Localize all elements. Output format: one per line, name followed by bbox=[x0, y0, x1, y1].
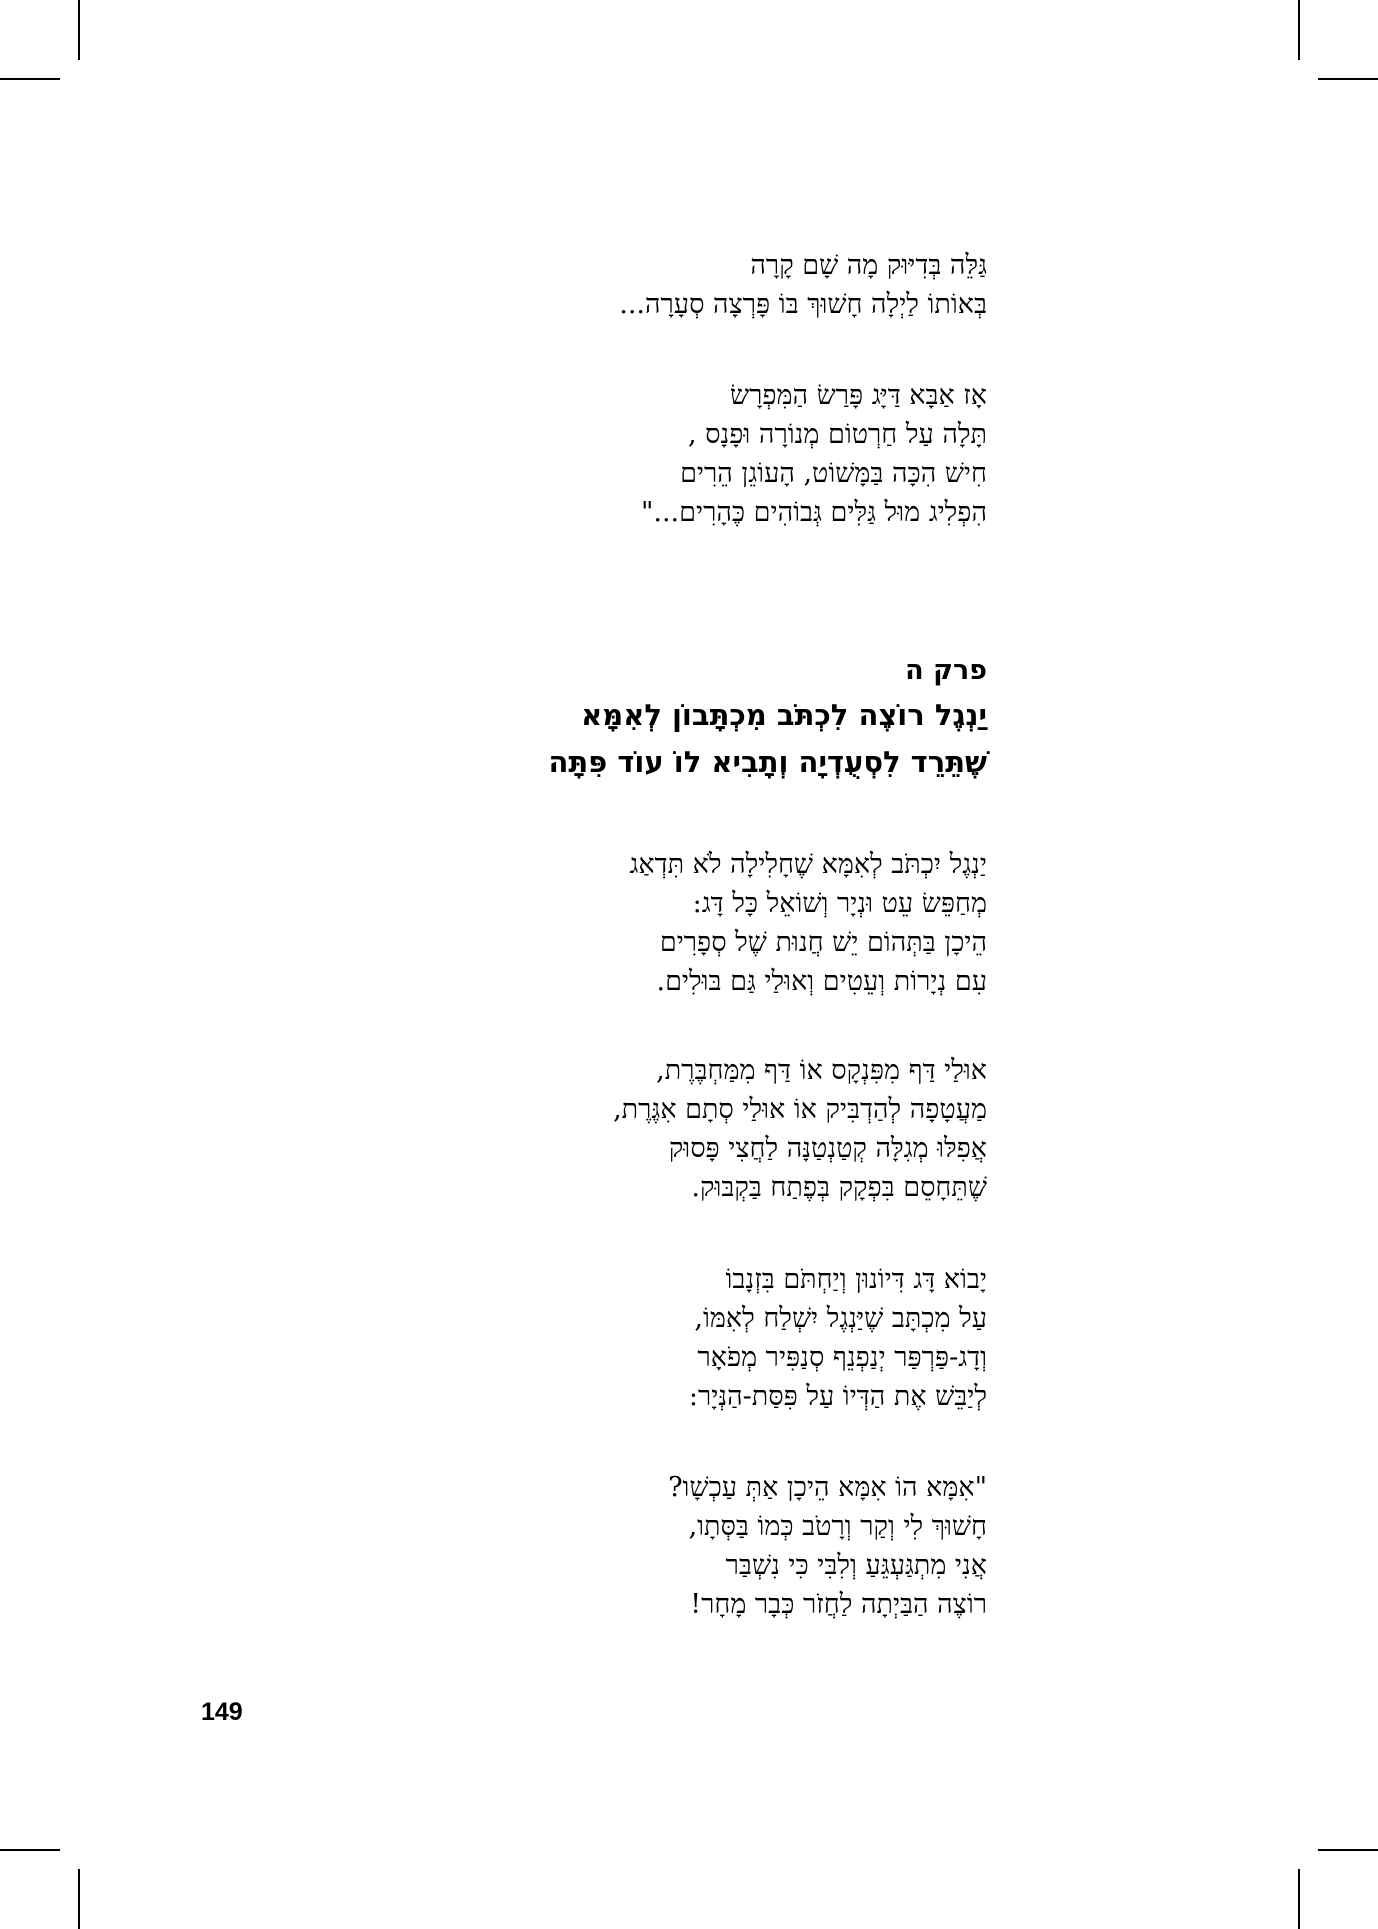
poem-line: הֵיכָן בַּתְּהוֹם יֵשׁ חֲנוּת שֶׁל סְפָרִים bbox=[659, 927, 987, 958]
poem-line: לְיַבֵּשׁ אֶת הַדְּיוֹ עַל פִּסַּת-הַנְּיָר: bbox=[688, 1381, 987, 1412]
poem-line: רוֹצֶה הַבַּיְתָה לַחֲזֹר כְּבָר מָחָר! bbox=[690, 1589, 987, 1620]
chapter-title-line: שֶׁתֵּרֵד לִסְעֻדְיָה וְתָבִיא לוֹ עוֹד פִּתָּה bbox=[548, 745, 987, 779]
poem-line: גַּלֵּה בְּדִיּוּק מָה שָׁם קָרָה bbox=[750, 250, 987, 281]
poem-line: חִישׁ הִכָּה בַּמָּשׁוֹט, הָעוֹגֵן הֵרִים bbox=[680, 458, 987, 489]
poem-line: בְּאוֹתוֹ לַיְלָה חָשׁוּךְ בּוֹ פָּרְצָה סְעָרָה... bbox=[619, 289, 987, 320]
chapter-heading bbox=[187, 650, 987, 786]
poem-line: וְדָג-פַּרְפַּר יְנַפְנֵף סְנַפִּיר מְפֹאָר bbox=[697, 1342, 987, 1373]
poem-line: מְחַפֵּשׂ עֵט וּנְיָר וְשׁוֹאֵל כָּל דָּג: bbox=[692, 888, 987, 919]
poem-line: אָז אַבָּא דַּיָּג פָּרַשׂ הַמִּפְרָשׂ bbox=[729, 380, 987, 411]
crop-mark-top-left-horizontal bbox=[0, 78, 60, 80]
crop-mark-top-right-vertical bbox=[1298, 0, 1300, 60]
stanza-1 bbox=[187, 246, 987, 324]
crop-mark-top-left-vertical bbox=[78, 0, 80, 60]
chapter-title-line: יַנְגֶל רוֹצֶה לִכְתֹּב מִכְתָּבוֹן לְאִמָּא bbox=[581, 698, 987, 732]
poem-line: יָבוֹא דָּג דִּיוֹנוּן וְיַחְתֹּם בִּזְנָבוֹ bbox=[725, 1264, 987, 1295]
poem-line: אֲנִי מִתְגַּעְגֵּעַ וְלִבִּי כִּי נִשְׁבַּר bbox=[725, 1550, 987, 1581]
crop-mark-bottom-left-vertical bbox=[78, 1869, 80, 1929]
poem-line: חָשׁוּךְ לִי וְקַר וְרָטֹב כְּמוֹ בַּסְּתָו, bbox=[688, 1511, 987, 1542]
chapter-number: פרק ה bbox=[905, 655, 987, 686]
crop-mark-bottom-left-horizontal bbox=[0, 1849, 60, 1851]
stanza-2 bbox=[187, 376, 987, 532]
crop-mark-bottom-right-horizontal bbox=[1318, 1849, 1378, 1851]
stanza-3 bbox=[187, 845, 987, 1001]
poem-line: "אִמָּא הוֹ אִמָּא הֵיכָן אַתְּ עַכְשָׁו? bbox=[668, 1472, 987, 1503]
poem-line: מַעֲטָפָה לְהַדְבִּיק אוֹ אוּלַי סְתָם אִגֶּרֶת, bbox=[613, 1094, 987, 1125]
poem-line: תָּלָה עַל חַרְטוֹם מְנוֹרָה וּפָנָס , bbox=[687, 419, 987, 450]
crop-mark-bottom-right-vertical bbox=[1298, 1869, 1300, 1929]
poem-line: יַנְגֶל יִכְתֹּב לְאִמָּא שֶׁחָלִילָה לֹא תִּדְאַג bbox=[629, 849, 987, 880]
poem-line: אֲפִלּוּ מְגִלָּה קְטַנְטַנָּה לַחֲצִי פָּסוּק bbox=[668, 1133, 987, 1164]
poem-line: עִם נְיָרוֹת וְעֵטִים וְאוּלַי גַּם בּוּלִים. bbox=[656, 966, 987, 997]
crop-mark-top-right-horizontal bbox=[1318, 78, 1378, 80]
stanza-6 bbox=[187, 1468, 987, 1624]
stanza-5 bbox=[187, 1260, 987, 1416]
poem-line: הִפְלִיג מוּל גַּלִּים גְּבוֹהִים כֶּהָרִים..." bbox=[640, 497, 987, 528]
poem-line: עַל מִכְתָּב שֶׁיַּנְגֶל יִשְׁלַח לְאִמּוֹ, bbox=[694, 1303, 987, 1334]
stanza-4 bbox=[187, 1051, 987, 1207]
poem-line: שֶׁתֵּחָסֵם בִּפְקָק בְּפֶתַח בַּקְבּוּק. bbox=[691, 1172, 987, 1203]
page-number: 149 bbox=[201, 1698, 243, 1726]
poem-line: אוּלַי דַּף מִפִּנְקָס אוֹ דַּף מִמַּחְבֶּרֶת, bbox=[656, 1055, 987, 1086]
